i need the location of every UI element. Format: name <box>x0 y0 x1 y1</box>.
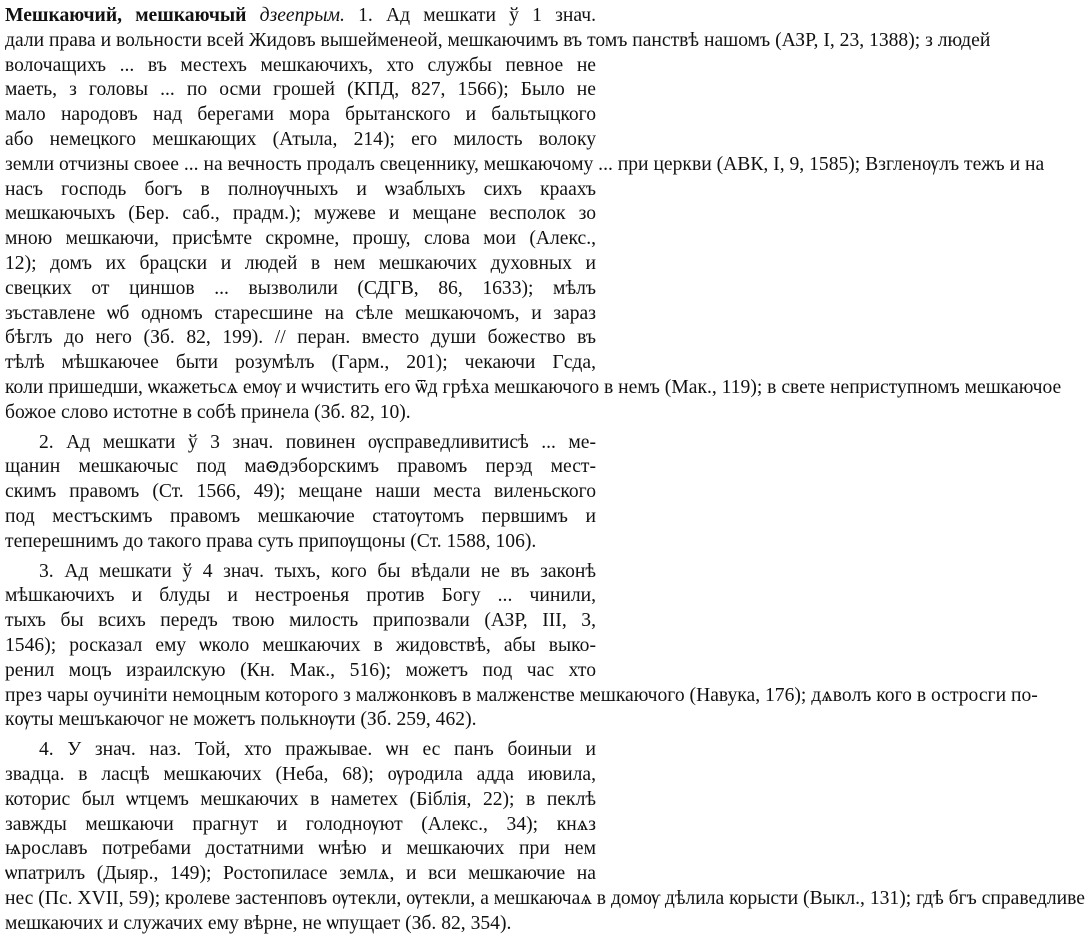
text-line: бѣглъ до него (Зб. 82, 199). // перан. вместо души божество въ <box>5 327 596 349</box>
text-line: зъставлене ѡб одномъ старесшине на сѣле мешкаючомъ, и зараз <box>5 302 596 324</box>
text-line: звадца. в ласцѣ мешкаючих (Неба, 68); ѹродила адда иювила, <box>5 763 596 785</box>
sense-1 <box>5 4 1062 426</box>
text-line: теперешнимъ до такого права суть припѹщоны (Ст. 1588, 106). <box>5 530 537 552</box>
sense-4 <box>5 738 1085 936</box>
text-line: завжды мешкаючи прагнут и голоднѹют (Алекс., 34); кнѧз <box>5 813 596 835</box>
text-line: 1546); росказал ему ѡколо мешкаючих в жидовствѣ, абы выко- <box>5 634 596 656</box>
text-line: коли пришедши, ѡкажетьсѧ емѹ и ѡчистить его ѿд грѣха мешкаючого в немъ (Мак., 119); в свете неприступномъ мешкаючое <box>5 376 1062 398</box>
text-line: скимъ правомъ (Ст. 1566, 49); мещане наши места виленьского <box>5 481 596 503</box>
text-line: маеть, з головы ... по осми грошей (КПД, 827, 1566); Было не <box>5 79 596 101</box>
part-of-speech: дзеепрым. <box>259 5 345 26</box>
sense-2 <box>5 431 596 555</box>
sense-1-intro: 1. Ад мешкати ў 1 знач. <box>358 5 596 26</box>
text-line: дали права и вольности всей Жидовъ вышейменеой, мешкаючимъ въ томъ панствѣ нашомъ (АЗР, I, 23, 1388); з людей <box>5 29 991 51</box>
text-line: свецких от циншов ... вызволили (СДГВ, 86, 1633); мѣлъ <box>5 277 596 299</box>
text-line: тыхъ бы всихъ передъ твою милость припозвали (АЗР, III, 3, <box>5 610 596 632</box>
text-line: под местъскимъ правомъ мешкаючие статѹтомъ первшимъ и <box>5 505 596 527</box>
text-line: нес (Пс. XVII, 59); кролеве застенповъ ѹтекли, ѹтекли, а мешкаючаѧ в домѹ дѣлила корысти (Выкл., 131); гдѣ бгъ справедливе <box>5 887 1085 909</box>
text-line: мною мешкаючи, присѣмте скромне, прошу, слова мои (Алекс., <box>5 228 596 250</box>
text-line: 2. Ад мешкати ў 3 знач. повинен ѹсправедливитисѣ ... ме- <box>39 431 596 453</box>
text-line: през чары оучинiти немоцным которого з малжонковъ в малженстве мешкаючого (Навука, 176); дѧволъ кого в остросги по- <box>5 684 1038 706</box>
text-line: насъ господь богъ в полнѹчныхъ и ѡзаблыхъ сихъ краахъ <box>5 178 596 200</box>
text-line: 3. Ад мешкати ў 4 знач. тыхъ, кого бы вѣдали не въ законѣ <box>39 560 596 582</box>
text-line: волочащихъ ... въ местехъ мешкаючихъ, хто службы певное не <box>5 54 596 76</box>
text-line: тѣлѣ мѣшкаючее быти розумѣлъ (Гарм., 201); чекаючи Гсда, <box>5 352 596 374</box>
text-line: мешкаючыхъ (Бер. саб., прадм.); мужеве и мещане весполок зо <box>5 203 596 225</box>
text-line: 12); домъ их брацски и людей в нем мешкаючих духовных и <box>5 252 596 274</box>
entry-heading-line <box>5 4 596 29</box>
text-line: божое слово истотне в собѣ принела (Зб. 82, 10). <box>5 401 411 423</box>
text-line: земли отчизны своее ... на вечность продалъ свеценнику, мешкаючому ... при церкви (АВК, I, 9, 1585); Взгленѹлъ тежъ и на <box>5 153 1045 175</box>
sense-3 <box>5 560 1038 734</box>
text-line: ѩрославъ потребами достатними ѡнѣю и мешкаючих при нем <box>5 838 596 860</box>
text-line: ѡпатрилъ (Дыяр., 149); Ростопиласе землѧ, и вси мешкаючие на <box>5 863 596 885</box>
headword: Мешкаючий, мешкаючый <box>5 5 247 26</box>
text-line: которис был ѡтцемъ мешкаючих в наметех (Біблія, 22); в пеклѣ <box>5 788 596 810</box>
text-line: ренил моцъ израилскую (Кн. Мак., 516); можетъ под час хто <box>5 659 596 681</box>
text-line: або немецкого мешкающих (Атыла, 214); его милость волоку <box>5 128 596 150</box>
text-line: мешкаючих и служачих ему вѣрне, не ѡпущает (Зб. 82, 354). <box>5 912 512 934</box>
text-line: щанин мешкаючыс под маꙫдэборскимъ правомъ перэд мест- <box>5 456 596 478</box>
text-line: мѣшкаючихъ и блуды и нестроенья против Богу ... чинили, <box>5 585 596 607</box>
text-line: мало народовъ над берегами мора брытанского и бальтыцкого <box>5 104 596 126</box>
text-line: кѹты мешъкаючог не можетъ полькнѹти (Зб. 259, 462). <box>5 709 477 731</box>
text-line: 4. У знач. наз. Той, хто пражывае. ѡн ес панъ боиныи и <box>39 739 596 761</box>
